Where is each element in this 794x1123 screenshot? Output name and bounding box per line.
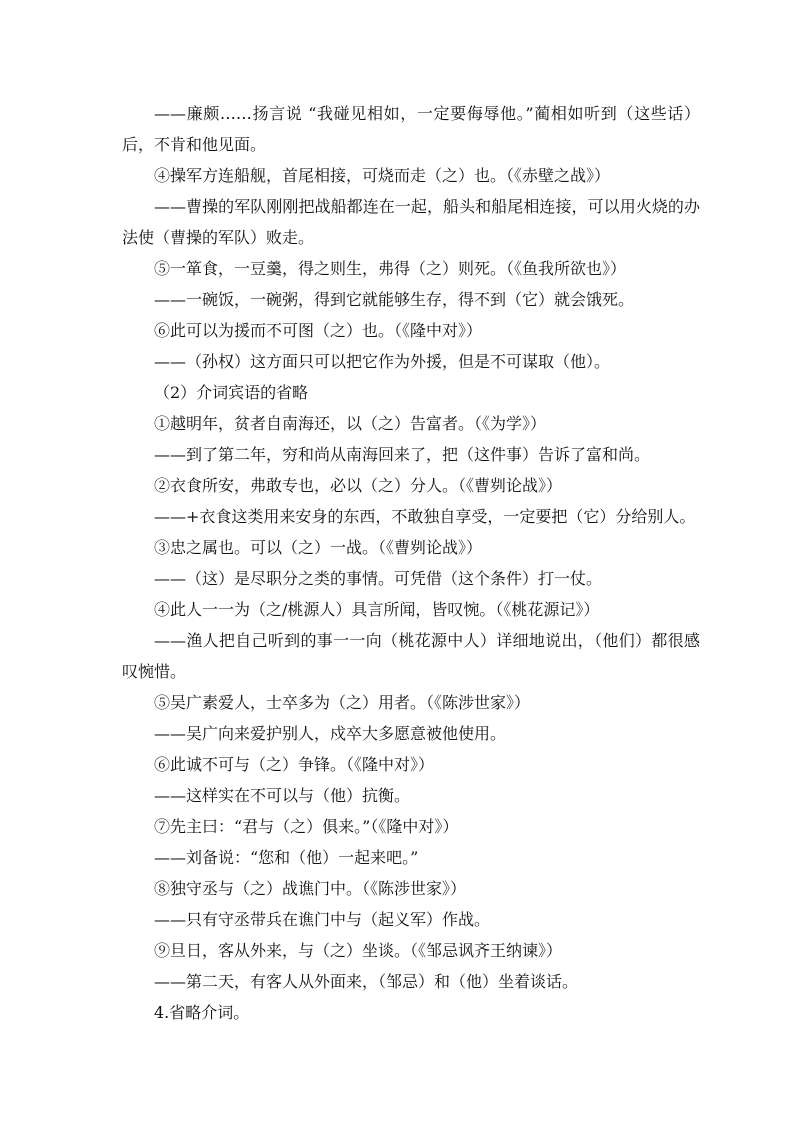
translation: ——+衣食这类用来安身的东西，不敢独自享受，一定要把（它）分给别人。	[154, 507, 696, 526]
translation: ——吴广向来爱护别人，戍卒大多愿意被他使用。	[154, 724, 507, 743]
example-sentence: ⑦先主曰：“君与（之）俱来。”（《隆中对》）	[154, 817, 459, 836]
translation: ——到了第二年，穷和尚从南海回来了，把（这件事）告诉了富和尚。	[154, 445, 651, 464]
example-sentence: ④此人一一为（之/桃源人）具言所闻，皆叹惋。（《桃花源记》）	[154, 600, 600, 619]
section-heading: （2）介词宾语的省略	[154, 383, 309, 402]
example-sentence: ⑥此可以为援而不可图（之）也。（《隆中对》）	[154, 321, 483, 340]
translation: ——（孙权）这方面只可以把它作为外援，但是不可谋取（他）。	[154, 352, 611, 371]
example-sentence: ⑤吴广素爱人，士卒多为（之）用者。（《陈涉世家》）	[154, 693, 531, 712]
translation: ——（这）是尽职分之类的事情。可凭借（这个条件）打一仗。	[154, 569, 603, 588]
example-sentence: ⑨旦日，客从外来，与（之）坐谈。（《邹忌讽齐王纳谏》）	[154, 941, 563, 960]
document-body	[122, 98, 700, 1028]
example-sentence: ①越明年，贫者自南海还，以（之）告富者。（《为学》）	[154, 414, 547, 433]
translation: ——刘备说：“您和（他）一起来吧。”	[154, 848, 419, 867]
section-heading: 4.省略介词。	[154, 1003, 250, 1022]
translation: ——曹操的军队刚刚把战船都连在一起，船头和船尾相连接，可以用火烧的办法使（曹操的军队）败走。	[122, 197, 700, 247]
example-sentence: ②衣食所安，弗敢专也，必以（之）分人。（《曹刿论战》）	[154, 476, 563, 495]
paragraph: ——廉颇……扬言说 “我碰见相如，一定要侮辱他。”蔺相如听到（这些话）后，不肯和他见面。	[122, 104, 700, 154]
example-sentence: ⑥此诚不可与（之）争锋。（《隆中对》）	[154, 755, 435, 774]
example-sentence: ⑧独守丞与（之）战谯门中。（《陈涉世家》）	[154, 879, 467, 898]
translation: ——只有守丞带兵在谯门中与（起义军）作战。	[154, 910, 491, 929]
translation: ——这样实在不可以与（他）抗衡。	[154, 786, 411, 805]
translation: ——一碗饭，一碗粥，得到它就能够生存，得不到（它）就会饿死。	[154, 290, 635, 309]
example-sentence: ④操军方连船舰，首尾相接，可烧而走（之）也。（《赤壁之战》）	[154, 166, 611, 185]
translation: ——渔人把自己听到的事一一向（桃花源中人）详细地说出，（他们）都很感叹惋惜。	[122, 631, 700, 681]
example-sentence: ⑤一箪食，一豆羹，得之则生，弗得（之）则死。（《鱼我所欲也》）	[154, 259, 627, 278]
example-sentence: ③忠之属也。可以（之）一战。（《曹刿论战》）	[154, 538, 483, 557]
translation: ——第二天，有客人从外面来，（邹忌）和（他）坐着谈话。	[154, 972, 579, 991]
